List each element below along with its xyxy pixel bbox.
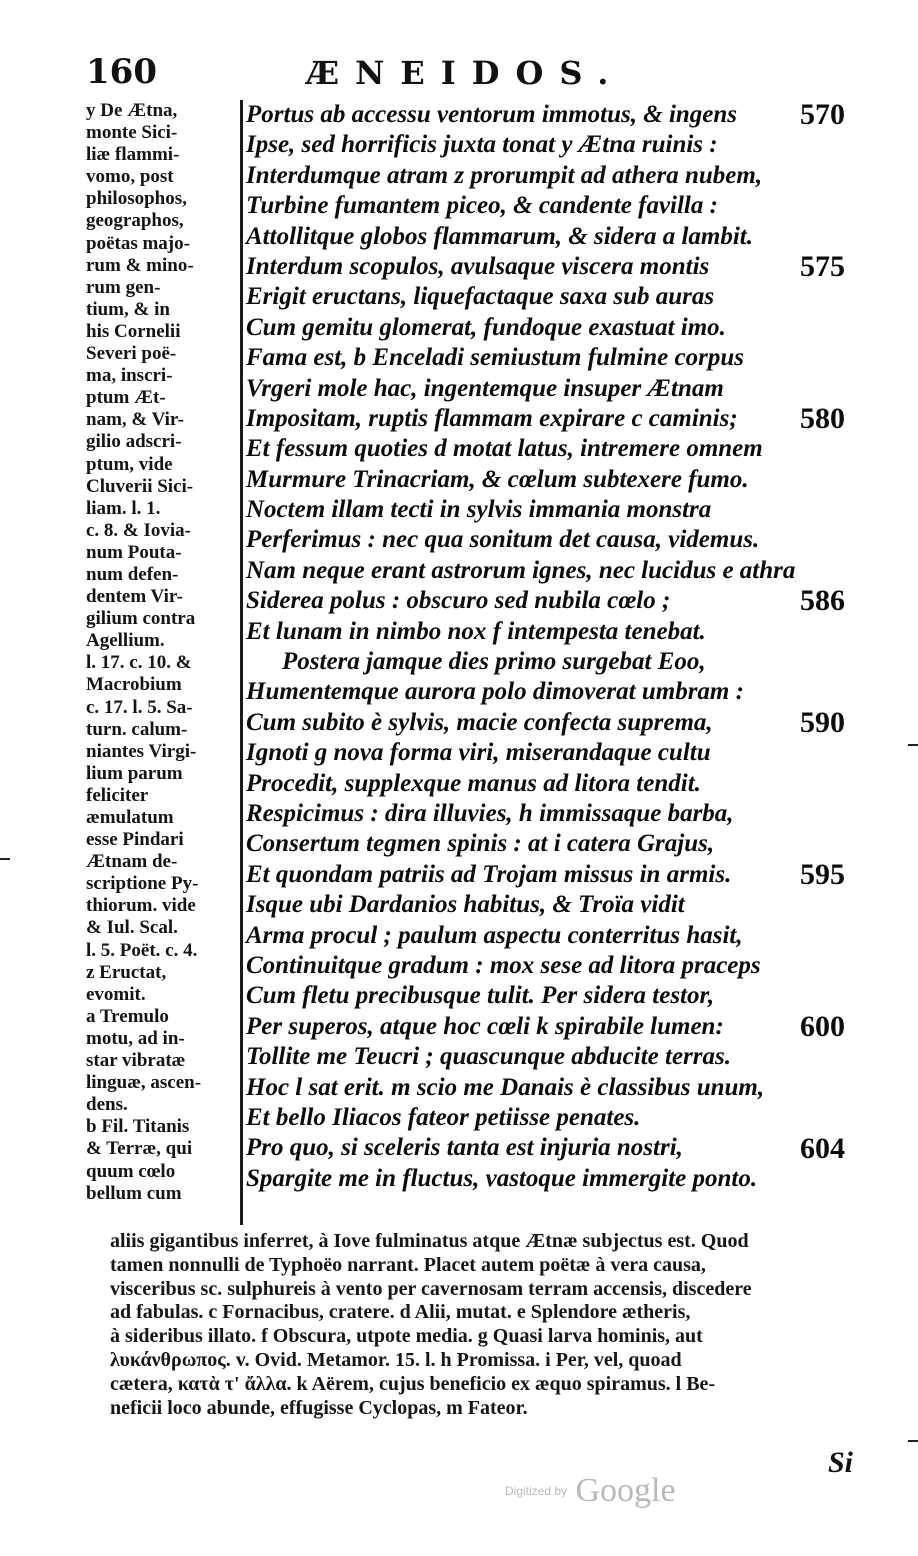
margin-note-line: niantes Virgi- [86,740,197,762]
margin-note-line: nam, & Vir- [86,409,184,431]
margin-note-line: motu, ad in- [86,1027,185,1049]
verse-number: 570 [800,98,845,131]
verse-line: Siderea polus : obscuro sed nubila cœlo ; [246,587,671,615]
margin-note-line: esse Pindari [86,829,184,851]
margin-note-line: gilium contra [86,608,196,630]
scan-edge-mark [0,858,10,860]
margin-note-line: tium, & in [86,298,170,320]
verse-line: Impositam, ruptis flammam expirare c caminis; [246,404,738,432]
margin-note-line: evomit. [86,983,146,1005]
verse-line: Murmure Trinacriam, & cœlum subtexere fumo. [246,465,749,493]
watermark-brand: Google [575,1472,676,1509]
footnote-line: ad fabulas. c Fornacibus, cratere. d Alii, mutat. e Splendore ætheris, [110,1301,691,1324]
margin-note-line: ptum, vide [86,453,173,475]
digitized-by-google-watermark [505,1472,676,1510]
margin-note-line: a Tremulo [86,1005,169,1027]
verse-line: Noctem illam tecti in sylvis immania monstra [246,496,712,524]
verse-line: Continuitque gradum : mox sese ad litora praceps [246,951,761,979]
margin-note-line: l. 17. c. 10. & [86,652,192,674]
running-title: ÆNEIDOS. [306,54,625,92]
margin-note-line: monte Sici- [86,122,178,144]
verse-number: 604 [800,1131,845,1165]
verse-number: 580 [800,402,845,435]
verse-number: 586 [800,584,845,618]
verse-number: 590 [800,706,845,739]
verse-line: Ipse, sed horrificis juxta tonat y Ætna ruinis : [246,131,718,159]
margin-note-line: ptum Æt- [86,387,166,409]
margin-note-line: b Fil. Titanis [86,1116,190,1138]
verse-line: Erigit eructans, liquefactaque saxa sub auras [246,283,715,311]
margin-note-line: ma, inscri- [86,365,173,387]
margin-note-line: liam. l. 1. [86,497,161,519]
verse-line: Et quondam patriis ad Trojam missus in armis. [246,860,732,888]
margin-note-line: vomo, post [86,166,174,188]
margin-divider-rule [240,100,243,1225]
verse-line: Arma procul ; paulum aspectu conterritus hasit, [246,921,743,949]
margin-note-line: c. 8. & Iovia- [86,519,192,541]
verse-line: Respicimus : dira illuvies, h immissaque barba, [246,799,734,827]
margin-note-line: num defen- [86,563,179,585]
margin-note-line: thiorum. vide [86,895,196,917]
watermark-prefix: Digitized by [505,1484,568,1498]
margin-note-line: c. 17. l. 5. Sa- [86,696,193,718]
margin-note-line: bellum cum [86,1182,182,1204]
margin-note-line: his Cornelii [86,320,181,342]
footnote-line: aliis gigantibus inferret, à Iove fulminatus atque Ætnæ subjectus est. Quod [110,1230,749,1252]
margin-note-line: Ætnam de- [86,851,178,873]
margin-note-line: Macrobium [86,674,182,696]
margin-note-line: poëtas majo- [86,232,190,254]
margin-note-line: lium parum [86,762,183,784]
margin-note-line: num Pouta- [86,541,182,563]
margin-note-line: æmulatum [86,807,174,828]
margin-note-line: Agellium. [86,630,165,652]
footnotes [110,1230,862,1420]
margin-note-line: linguæ, ascen- [86,1072,202,1094]
scan-edge-mark [908,744,918,746]
margin-note-line: philosophos, [86,188,187,210]
verse-line: Turbine fumantem piceo, & candente favilla : [246,192,718,220]
margin-notes [86,100,244,1205]
verse-line: Postera jamque dies primo surgebat Eoo, [282,648,706,676]
verse-line: Procedit, supplexque manus ad litora tendit. [246,769,701,797]
footnote-line: cætera, κατὰ τ' ἄλλα. k Aërem, cujus beneficio ex æquo spiramus. l Be- [110,1372,716,1395]
verse-text [246,100,846,1194]
verse-line: Et bello Iliacos fateor petiisse penates. [246,1103,641,1131]
margin-note-line: gilio adscri- [86,431,182,453]
verse-line: Et fessum quoties d motat latus, intremere omnem [246,435,763,463]
verse-line: Fama est, b Enceladi semiustum fulmine corpus [246,344,744,372]
verse-line: Hoc l sat erit. m scio me Danais è classibus unum, [246,1073,765,1101]
verse-line: Portus ab accessu ventorum immotus, & ingens [246,101,738,128]
verse-line: Interdumque atram z prorumpit ad athera nubem, [246,161,763,189]
margin-note-line: turn. calum- [86,718,188,740]
footnote-line: tamen nonnulli de Typhoëo narrant. Placet autem poëtæ à vera causa, [110,1253,706,1276]
verse-line: Per superos, atque hoc cœli k spirabile lumen: [246,1012,724,1040]
margin-note-line: z Eructat, [86,961,167,983]
catchword: Si [828,1446,854,1479]
margin-note-line: Severi poë- [86,343,177,365]
verse-line: Ignoti g nova forma viri, miserandaque cultu [246,739,711,767]
verse-line: Consertum tegmen spinis : at i catera Grajus, [246,830,715,858]
verse-line: Spargite me in fluctus, vastoque immergite ponto. [246,1164,758,1192]
margin-note-line: star vibratæ [86,1050,186,1072]
verse-line: Interdum scopulos, avulsaque viscera montis [246,252,710,280]
footnote-line: λυκάνθρωπος. v. Ovid. Metamor. 15. l. h Promissa. i Per, vel, quoad [110,1348,682,1371]
footnote-line: visceribus sc. sulphureis à vento per cavernosam terram accensis, discedere [110,1277,752,1300]
margin-note-line: rum & mino- [86,254,194,276]
page-header [86,52,866,98]
margin-note-line: liæ flammi- [86,144,180,166]
verse-line: Vrgeri mole hac, ingentemque insuper Ætnam [246,374,724,402]
margin-note-line: & Terræ, qui [86,1138,193,1160]
verse-line: Et lunam in nimbo nox f intempesta tenebat. [246,617,706,645]
margin-note-line: dentem Vir- [86,586,183,608]
margin-note-line: rum gen- [86,276,161,298]
margin-note-line: dens. [86,1094,128,1116]
margin-note-line: & Iul. Scal. [86,917,178,939]
margin-note-line: scriptione Py- [86,873,199,895]
page-number: 160 [86,52,157,92]
verse-number: 595 [800,858,845,891]
verse-line: Attollitque globos flammarum, & sidera a lambit. [246,222,753,250]
margin-note-line: l. 5. Poët. c. 4. [86,939,198,961]
scan-edge-mark [908,1440,918,1442]
verse-line: Perferimus : nec qua sonitum det causa, videmus. [246,526,760,554]
verse-line: Cum subito è sylvis, macie confecta suprema, [246,708,713,736]
footnote-line: neficii loco abunde, effugisse Cyclopas, m Fateor. [110,1396,528,1419]
verse-line: Isque ubi Dardanios habitus, & Troïa vidit [246,891,685,919]
verse-number: 600 [800,1010,845,1043]
verse-line: Nam neque erant astrorum ignes, nec lucidus e athra [246,556,796,584]
margin-note-line: y De Ætna, [86,100,178,121]
margin-note-line: feliciter [86,784,149,806]
footnote-line: à sideribus illato. f Obscura, utpote media. g Quasi larva hominis, aut [110,1325,703,1348]
margin-note-line: quum cœlo [86,1160,176,1182]
verse-line: Cum fletu precibusque tulit. Per sidera testor, [246,982,715,1010]
verse-line: Pro quo, si sceleris tanta est injuria nostri, [246,1134,683,1162]
margin-note-line: Cluverii Sici- [86,475,194,497]
verse-line: Tollite me Teucri ; quascunque abducite terras. [246,1043,731,1071]
verse-line: Humentemque aurora polo dimoverat umbram : [246,678,744,706]
verse-number: 575 [800,250,845,283]
verse-line: Cum gemitu glomerat, fundoque exastuat imo. [246,313,726,341]
margin-note-line: geographos, [86,210,184,232]
